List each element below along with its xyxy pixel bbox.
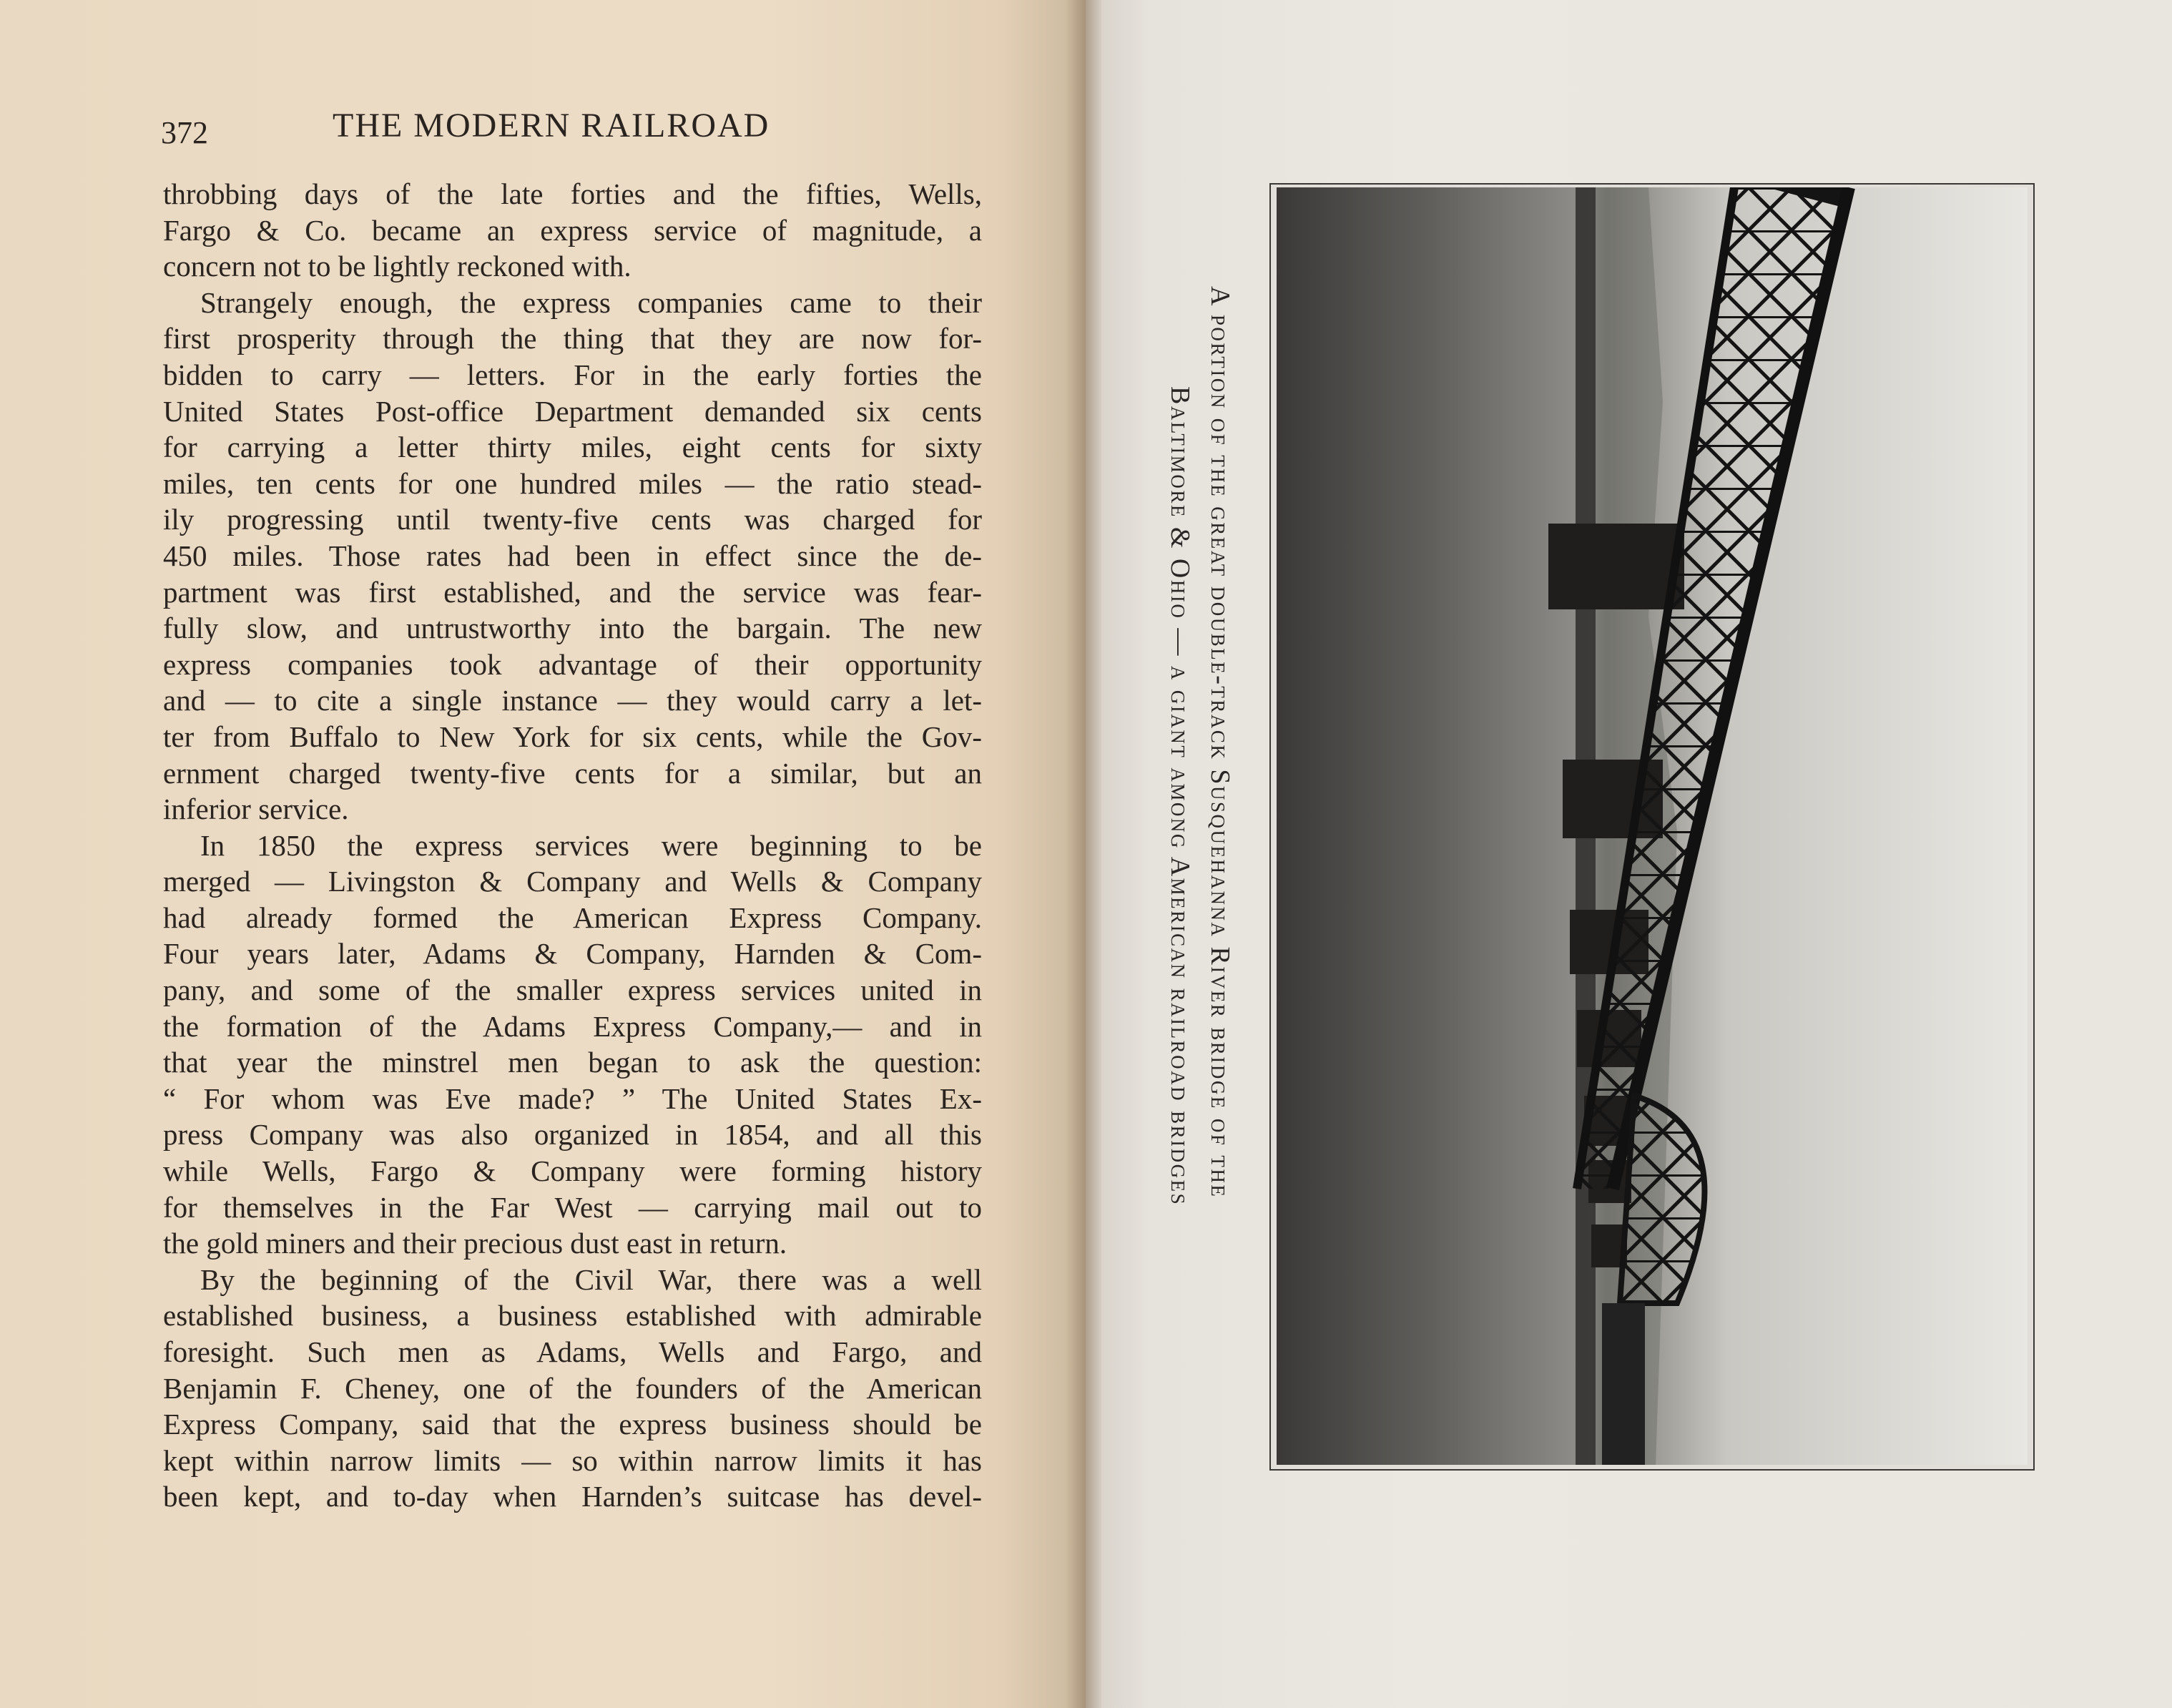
paragraph-4 [163,1262,982,1515]
text-line: Benjamin F. Cheney, one of the founders of the American [163,1371,982,1405]
text-line: miles, ten cents for one hundred miles — the ratio stead- [163,466,982,500]
text-line: concern not to be lightly reckoned with. [163,250,632,283]
text-line: had already formed the American Express Company. [163,900,982,934]
text-line: Fargo & Co. became an express service of magnitude, a [163,213,982,247]
book-gutter [1066,0,1101,1708]
text-line: for carrying a letter thirty miles, eight cents for sixty [163,431,982,464]
text-line: fully slow, and untrustworthy into the bargain. The new [163,612,982,645]
text-line: 450 miles. Those rates had been in effect since the de- [163,539,982,572]
text-line: United States Post-office Department demanded six cents [163,394,982,428]
text-line: express companies took advantage of their opportunity [163,647,982,681]
text-line: pany, and some of the smaller express services united in [163,973,982,1007]
text-line: and — to cite a single instance — they would carry a let- [163,684,982,717]
text-line: Strangely enough, the express companies came to their [200,285,982,319]
text-line: “ For whom was Eve made? ” The United States Ex- [163,1081,982,1115]
text-line: that year the minstrel men began to ask the question: [163,1046,982,1079]
running-head [161,106,991,149]
text-line: ily progressing until twenty-five cents was charged for [163,503,982,536]
paragraph-3 [163,828,982,1262]
text-line: press Company was also organized in 1854, and all this [163,1118,982,1152]
page-number: 372 [161,115,208,150]
plate-caption-line-1: A portion of the great double-track Susquehanna River bridge of the [1205,286,1235,1199]
plate-caption-line-2: Baltimore & Ohio — a giant among American railroad bridges [1165,386,1195,1207]
text-line: partment was first established, and the service was fear- [163,575,982,609]
text-line: throbbing days of the late forties and the fifties, Wells, [163,177,982,210]
text-line: while Wells, Fargo & Company were forming history [163,1154,982,1188]
text-line: the formation of the Adams Express Company,— and in [163,1009,982,1043]
paragraph-2 [163,285,982,828]
text-line: foresight. Such men as Adams, Wells and Fargo, and [163,1335,982,1368]
text-line: bidden to carry — letters. For in the early forties the [163,358,982,391]
text-line: kept within narrow limits — so within narrow limits it has [163,1443,982,1477]
text-line: By the beginning of the Civil War, there was a well [200,1262,982,1296]
paragraph-1 [163,176,982,285]
text-line: established business, a business established with admirable [163,1299,982,1332]
text-line: merged — Livingston & Company and Wells & Company [163,865,982,898]
text-line: first prosperity through the thing that they are now for- [163,322,982,355]
text-line: for themselves in the Far West — carrying mail out to [163,1190,982,1224]
text-line: ernment charged twenty-five cents for a similar, but an [163,756,982,790]
text-line: ter from Buffalo to New York for six cents, while the Gov- [163,720,982,753]
bridge-pier [1548,524,1684,609]
text-line: been kept, and to-day when Harnden’s suitcase has devel- [163,1480,982,1513]
bridge-photograph [1277,187,2028,1465]
bridge-deck-far [1602,1303,1645,1465]
body-text [163,176,982,1515]
text-line: Express Company, said that the express business should be [163,1408,982,1441]
running-title: THE MODERN RAILROAD [333,107,770,144]
river-water [1277,187,1577,1465]
text-line: inferior service. [163,792,349,826]
text-line: Four years later, Adams & Company, Harnden & Com- [163,937,982,971]
text-line: In 1850 the express services were beginning to be [200,828,982,862]
text-line: the gold miners and their precious dust east in return. [163,1227,787,1260]
